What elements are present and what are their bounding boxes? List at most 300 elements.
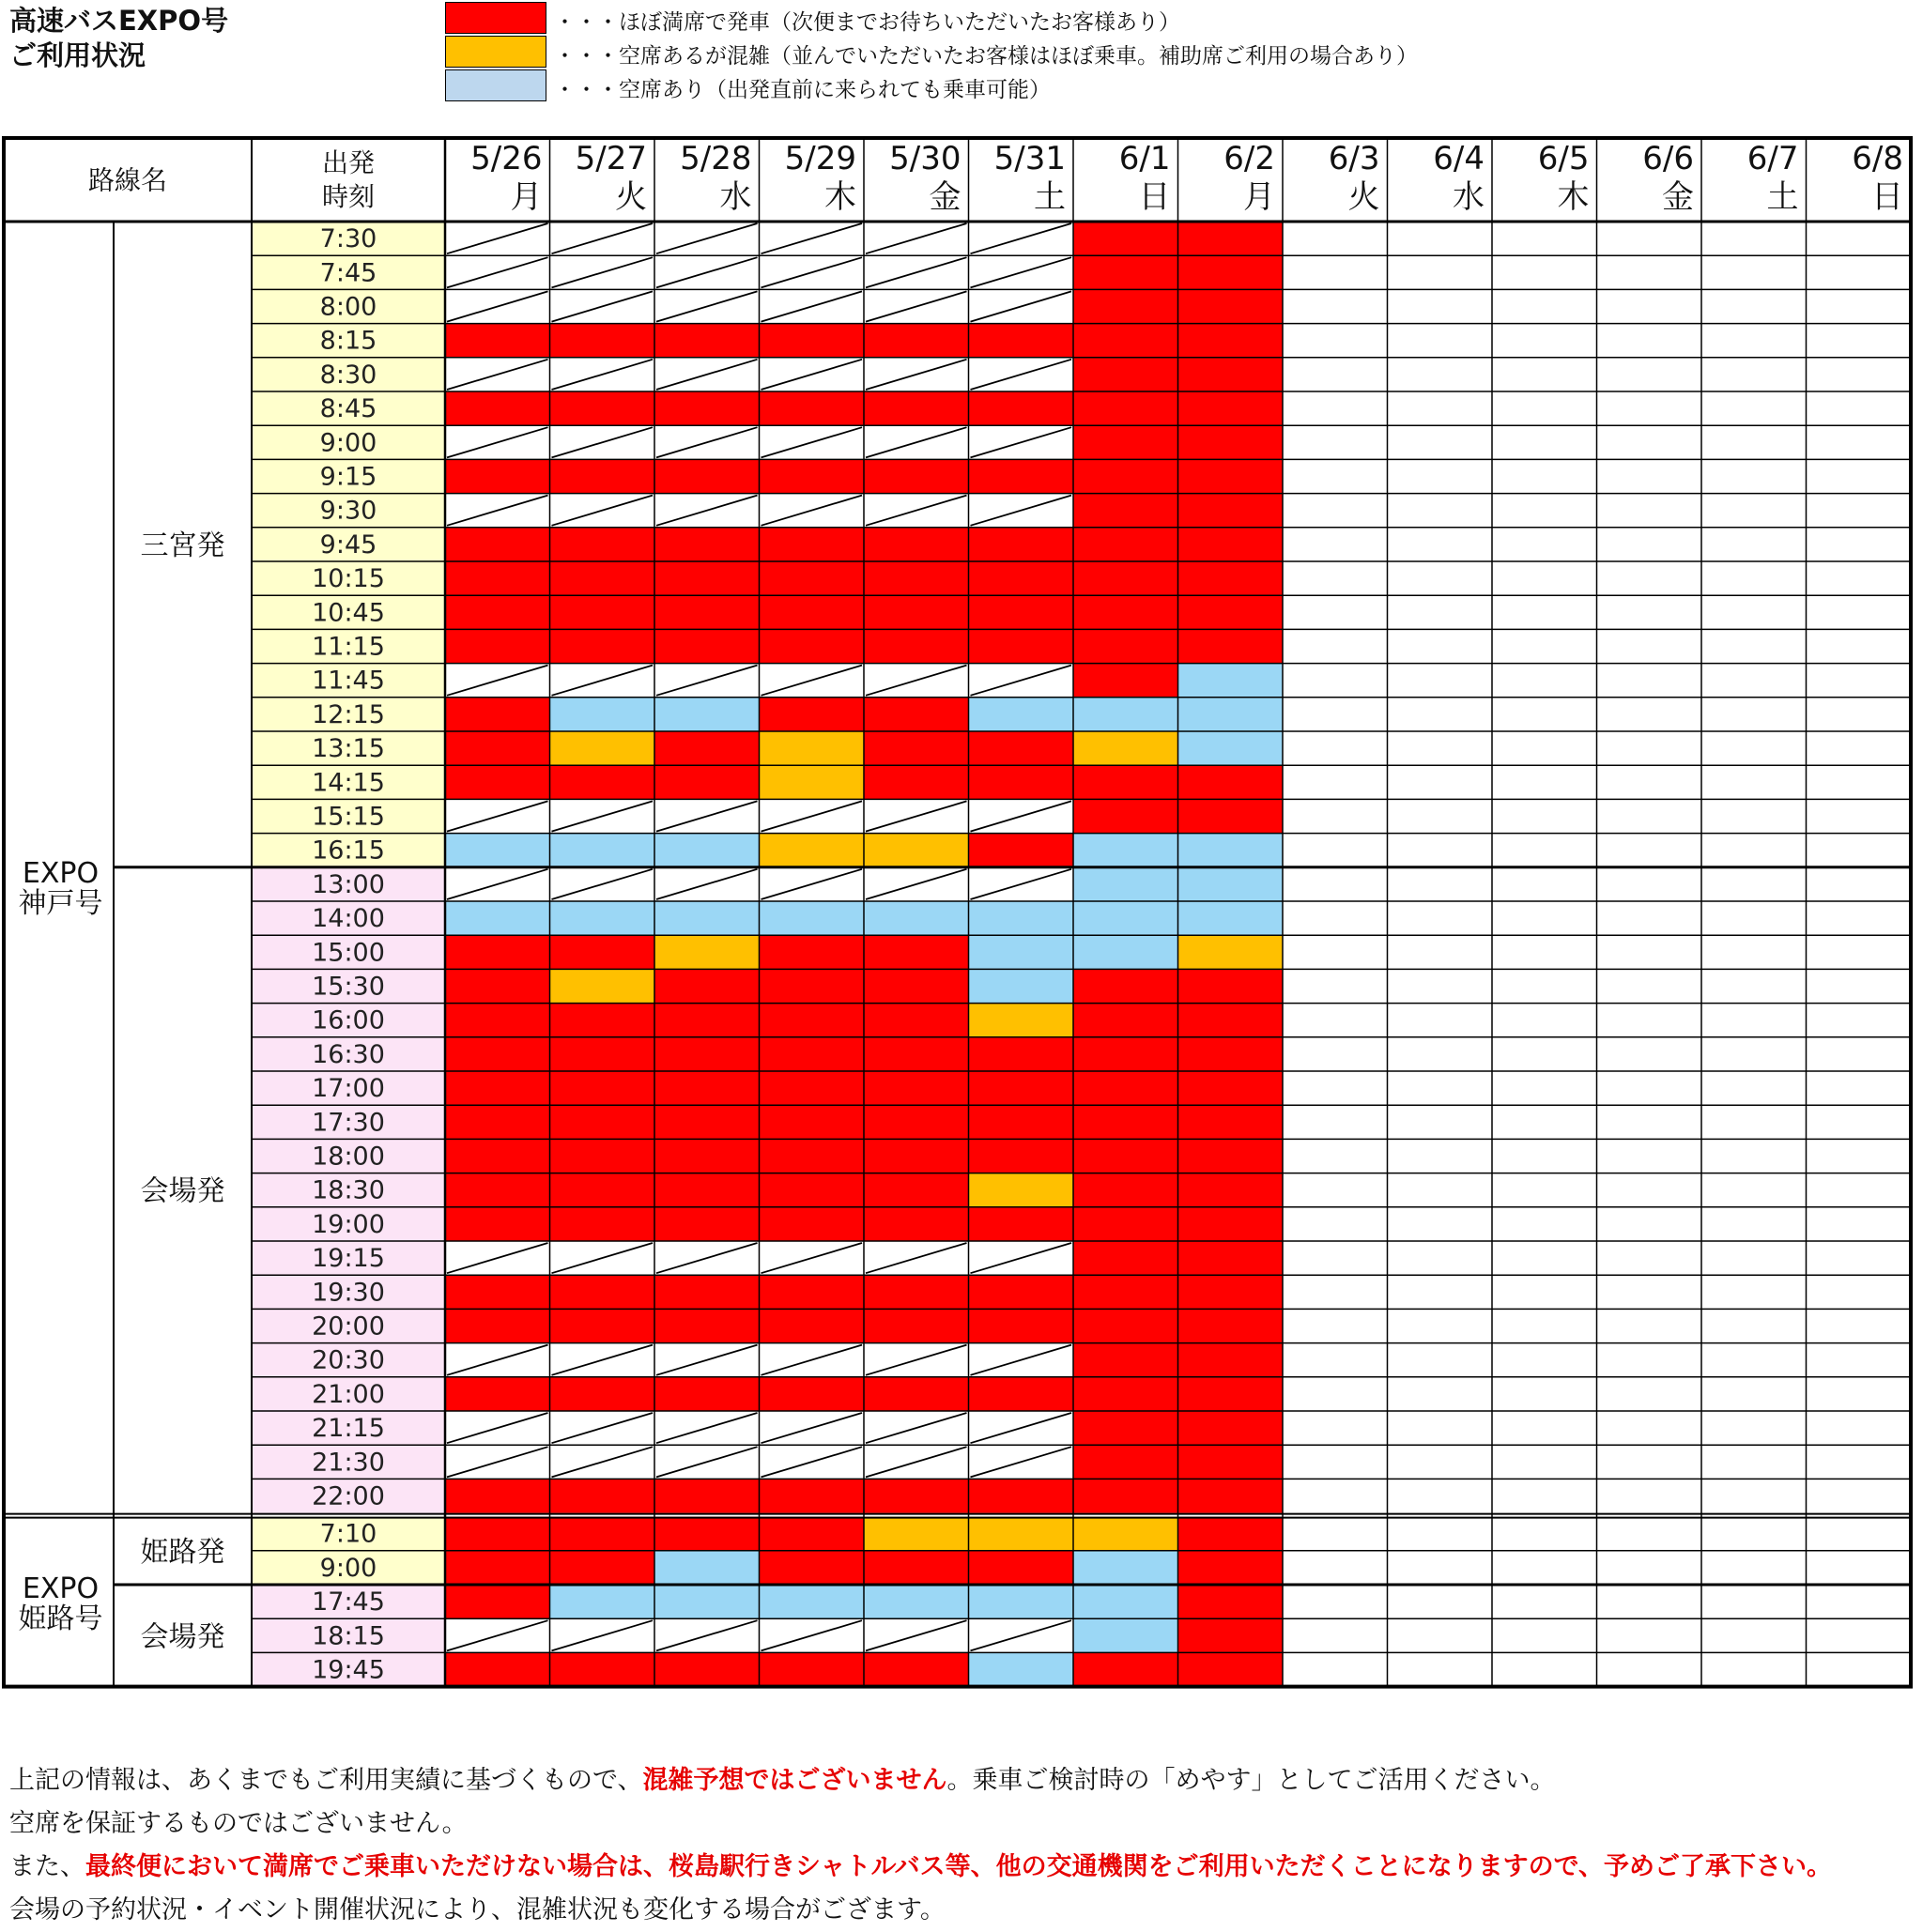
status-cell	[864, 901, 969, 935]
status-cell	[1073, 494, 1178, 528]
group-name: 会場発	[140, 1620, 225, 1654]
status-cell	[445, 1207, 550, 1241]
status-cell	[864, 595, 969, 629]
no-service-slash	[866, 257, 967, 287]
no-service-slash	[762, 801, 863, 831]
note-1b: 混雑予想ではございません	[642, 1766, 947, 1795]
weekday-label: 月	[510, 178, 543, 216]
no-service-slash	[447, 1413, 548, 1443]
time-label: 20:00	[312, 1311, 385, 1342]
status-cell	[864, 1551, 969, 1585]
status-cell	[1073, 324, 1178, 358]
no-service-slash	[447, 666, 548, 696]
no-service-slash	[552, 1345, 654, 1375]
time-label: 17:45	[312, 1587, 385, 1618]
status-cell	[550, 1517, 655, 1551]
status-cell	[760, 1479, 865, 1512]
status-cell	[445, 528, 550, 561]
no-service-slash	[971, 801, 1072, 831]
status-cell	[1073, 969, 1178, 1003]
note-1a: 上記の情報は、あくまでもご利用実績に基づくもので、	[9, 1766, 643, 1795]
no-service-slash	[762, 1620, 863, 1650]
status-cell	[760, 1517, 865, 1551]
no-service-slash	[552, 1243, 654, 1273]
weekday-label: 水	[1453, 178, 1485, 216]
no-service-slash	[971, 291, 1072, 321]
no-service-slash	[656, 1345, 758, 1375]
status-cell	[1178, 1071, 1284, 1105]
status-cell	[445, 1004, 550, 1037]
status-cell	[969, 629, 1074, 663]
status-cell	[1178, 901, 1284, 935]
status-cell	[654, 1207, 760, 1241]
status-cell	[864, 1071, 969, 1105]
no-service-slash	[552, 427, 654, 457]
no-service-slash	[552, 1620, 654, 1650]
no-service-slash	[656, 869, 758, 899]
no-service-slash	[866, 291, 967, 321]
no-service-slash	[656, 1243, 758, 1273]
status-cell	[1178, 731, 1284, 765]
status-cell	[1178, 494, 1284, 528]
no-service-slash	[656, 291, 758, 321]
note-3b: 最終便において満席でご乗車いただけない場合は、桜島駅行きシャトルバス等、他の交通機関をご利用いただくことになりますので、予めご了承下さい。	[85, 1852, 1833, 1881]
no-service-slash	[971, 1413, 1072, 1443]
time-label: 21:00	[312, 1379, 385, 1409]
status-cell	[1178, 1551, 1284, 1585]
status-cell	[1073, 528, 1178, 561]
time-label: 19:45	[312, 1655, 385, 1685]
status-cell	[1073, 1309, 1178, 1342]
status-cell	[654, 1517, 760, 1551]
time-label: 18:00	[312, 1142, 385, 1172]
status-cell	[445, 1309, 550, 1342]
status-cell	[550, 1173, 655, 1207]
status-cell	[1178, 834, 1284, 867]
status-cell	[864, 1652, 969, 1686]
no-service-slash	[866, 1447, 967, 1477]
date-label: 5/29	[784, 140, 856, 177]
status-cell	[864, 698, 969, 731]
status-cell	[445, 834, 550, 867]
time-label: 20:30	[312, 1345, 385, 1375]
status-cell	[1178, 867, 1284, 901]
status-cell	[654, 1139, 760, 1173]
status-cell	[1178, 358, 1284, 391]
time-label: 14:00	[312, 904, 385, 934]
date-label: 5/26	[470, 140, 543, 177]
status-cell	[864, 765, 969, 799]
time-label: 11:15	[312, 632, 385, 662]
status-cell	[1178, 1445, 1284, 1479]
status-cell	[864, 1037, 969, 1071]
no-service-slash	[447, 1620, 548, 1650]
status-cell	[1073, 1173, 1178, 1207]
status-cell	[1073, 935, 1178, 969]
no-service-slash	[762, 1345, 863, 1375]
no-service-slash	[656, 1447, 758, 1477]
status-cell	[1073, 1479, 1178, 1512]
status-cell	[1178, 255, 1284, 289]
status-cell	[1073, 459, 1178, 493]
status-cell	[969, 391, 1074, 425]
status-cell	[1178, 1411, 1284, 1445]
status-cell	[969, 834, 1074, 867]
status-cell	[550, 935, 655, 969]
status-cell	[550, 1585, 655, 1618]
note-line-4: 会場の予約状況・イベント開催状況により、混雑状況も変化する場合がござます。	[9, 1895, 946, 1924]
status-cell	[654, 1105, 760, 1139]
status-cell	[1178, 698, 1284, 731]
status-cell	[969, 1551, 1074, 1585]
date-label: 6/1	[1118, 140, 1171, 177]
status-cell	[864, 1585, 969, 1618]
status-cell	[760, 1309, 865, 1342]
time-label: 8:00	[319, 292, 377, 322]
status-cell	[969, 1173, 1074, 1207]
status-cell	[550, 698, 655, 731]
status-cell	[654, 1173, 760, 1207]
date-label: 5/30	[889, 140, 962, 177]
no-service-slash	[866, 801, 967, 831]
time-label: 9:30	[319, 496, 377, 526]
note-3a: また、	[9, 1852, 85, 1881]
status-cell	[654, 1551, 760, 1585]
status-cell	[969, 935, 1074, 969]
status-cell	[445, 1551, 550, 1585]
status-cell	[760, 698, 865, 731]
status-cell	[550, 1105, 655, 1139]
status-cell	[969, 1517, 1074, 1551]
time-label: 17:00	[312, 1074, 385, 1104]
no-service-slash	[552, 666, 654, 696]
no-service-slash	[447, 360, 548, 390]
time-label: 16:00	[312, 1005, 385, 1035]
no-service-slash	[552, 257, 654, 287]
time-label: 9:15	[319, 462, 377, 492]
no-service-slash	[552, 360, 654, 390]
time-label: 18:15	[312, 1621, 385, 1651]
date-label: 6/7	[1746, 140, 1799, 177]
time-label: 21:15	[312, 1414, 385, 1444]
status-cell	[760, 391, 865, 425]
no-service-slash	[866, 427, 967, 457]
status-cell	[864, 1309, 969, 1342]
status-cell	[550, 1139, 655, 1173]
status-cell	[1073, 664, 1178, 698]
date-label: 6/2	[1223, 140, 1275, 177]
status-cell	[654, 1071, 760, 1105]
no-service-slash	[552, 291, 654, 321]
status-cell	[969, 528, 1074, 561]
time-label: 18:30	[312, 1175, 385, 1205]
weekday-label: 木	[824, 178, 856, 216]
notes	[9, 1759, 1832, 1932]
status-cell	[760, 901, 865, 935]
status-cell	[1178, 1037, 1284, 1071]
status-cell	[654, 595, 760, 629]
status-cell	[1073, 1275, 1178, 1309]
no-service-slash	[866, 223, 967, 253]
weekday-label: 金	[929, 178, 962, 216]
route-name-2: 神戸号	[18, 886, 103, 920]
status-cell	[550, 731, 655, 765]
no-service-slash	[971, 666, 1072, 696]
time-label: 9:00	[319, 428, 377, 458]
status-cell	[550, 629, 655, 663]
status-cell	[1073, 561, 1178, 595]
no-service-slash	[447, 427, 548, 457]
status-cell	[969, 765, 1074, 799]
status-cell	[550, 595, 655, 629]
no-service-slash	[552, 801, 654, 831]
status-cell	[760, 528, 865, 561]
status-cell	[445, 629, 550, 663]
group-name: 会場発	[140, 1174, 225, 1208]
status-cell	[1178, 1139, 1284, 1173]
time-label: 16:30	[312, 1039, 385, 1069]
no-service-slash	[447, 801, 548, 831]
status-cell	[1178, 289, 1284, 323]
status-cell	[1073, 1037, 1178, 1071]
status-cell	[760, 765, 865, 799]
status-cell	[760, 1071, 865, 1105]
status-cell	[760, 834, 865, 867]
status-cell	[1178, 664, 1284, 698]
status-cell	[1178, 765, 1284, 799]
status-cell	[1073, 1411, 1178, 1445]
status-cell	[654, 1479, 760, 1512]
status-cell	[864, 731, 969, 765]
status-cell	[969, 1652, 1074, 1686]
status-cell	[445, 698, 550, 731]
status-cell	[445, 1652, 550, 1686]
time-label: 17:30	[312, 1108, 385, 1138]
status-cell	[760, 969, 865, 1003]
header-route: 路線名	[87, 164, 168, 196]
time-label: 12:15	[312, 699, 385, 729]
no-service-slash	[552, 1413, 654, 1443]
time-label: 22:00	[312, 1481, 385, 1511]
status-cell	[1073, 1105, 1178, 1139]
no-service-slash	[971, 1345, 1072, 1375]
status-cell	[445, 1479, 550, 1512]
status-cell	[445, 391, 550, 425]
no-service-slash	[656, 496, 758, 526]
no-service-slash	[762, 223, 863, 253]
status-cell	[654, 459, 760, 493]
time-label: 9:00	[319, 1553, 377, 1583]
status-cell	[760, 324, 865, 358]
weekday-label: 火	[615, 178, 647, 216]
status-cell	[969, 1139, 1074, 1173]
status-cell	[760, 629, 865, 663]
status-cell	[1178, 1241, 1284, 1275]
status-cell	[1073, 1343, 1178, 1377]
status-cell	[969, 698, 1074, 731]
status-cell	[864, 1207, 969, 1241]
no-service-slash	[971, 1243, 1072, 1273]
note-line-2: 空席を保証するものではございません。	[9, 1809, 468, 1838]
status-cell	[1073, 799, 1178, 833]
no-service-slash	[971, 360, 1072, 390]
title-line-1: 高速バスEXPO号	[9, 5, 229, 37]
date-label: 5/27	[575, 140, 647, 177]
status-cell	[760, 1207, 865, 1241]
time-label: 15:30	[312, 972, 385, 1002]
no-service-slash	[656, 666, 758, 696]
status-cell	[1178, 1275, 1284, 1309]
status-cell	[654, 324, 760, 358]
status-cell	[760, 1275, 865, 1309]
time-label: 8:15	[319, 326, 377, 356]
status-cell	[1178, 1105, 1284, 1139]
no-service-slash	[971, 496, 1072, 526]
no-service-slash	[762, 360, 863, 390]
note-1c: 。乗車ご検討時の「めやす」としてご活用ください。	[946, 1766, 1556, 1795]
status-cell	[760, 1037, 865, 1071]
status-cell	[1073, 1585, 1178, 1618]
time-label: 19:30	[312, 1278, 385, 1308]
status-cell	[445, 969, 550, 1003]
status-cell	[654, 1585, 760, 1618]
status-cell	[654, 969, 760, 1003]
status-cell	[445, 1585, 550, 1618]
status-cell	[760, 1551, 865, 1585]
status-cell	[550, 1071, 655, 1105]
status-cell	[1073, 1071, 1178, 1105]
date-label: 5/31	[993, 140, 1066, 177]
status-cell	[969, 561, 1074, 595]
status-cell	[864, 629, 969, 663]
status-cell	[1073, 1377, 1178, 1411]
legend-text-full: ・・・ほぼ満席で発車（次便までお待ちいただいたお客様あり）	[554, 10, 1180, 35]
status-cell	[550, 459, 655, 493]
status-cell	[1073, 1445, 1178, 1479]
status-cell	[1178, 799, 1284, 833]
status-cell	[760, 935, 865, 969]
status-cell	[969, 1037, 1074, 1071]
time-label: 10:45	[312, 598, 385, 628]
status-cell	[445, 1037, 550, 1071]
no-service-slash	[866, 869, 967, 899]
weekday-label: 日	[1871, 178, 1903, 216]
status-cell	[864, 1004, 969, 1037]
status-cell	[969, 1105, 1074, 1139]
status-cell	[1178, 1004, 1284, 1037]
status-cell	[864, 834, 969, 867]
status-cell	[864, 1377, 969, 1411]
status-cell	[654, 1037, 760, 1071]
status-cell	[445, 1377, 550, 1411]
status-cell	[445, 459, 550, 493]
status-cell	[969, 595, 1074, 629]
status-cell	[445, 595, 550, 629]
status-cell	[654, 1652, 760, 1686]
status-cell	[550, 834, 655, 867]
time-label: 8:30	[319, 360, 377, 390]
time-label: 7:30	[319, 224, 377, 254]
status-cell	[1073, 1618, 1178, 1652]
weekday-label: 金	[1662, 178, 1694, 216]
no-service-slash	[447, 496, 548, 526]
status-cell	[864, 1105, 969, 1139]
no-service-slash	[762, 1447, 863, 1477]
status-cell	[654, 731, 760, 765]
no-service-slash	[762, 257, 863, 287]
status-cell	[1073, 595, 1178, 629]
status-cell	[1073, 255, 1178, 289]
status-cell	[1073, 289, 1178, 323]
status-cell	[1178, 1652, 1284, 1686]
time-label: 9:45	[319, 529, 377, 560]
no-service-slash	[447, 869, 548, 899]
status-cell	[550, 528, 655, 561]
no-service-slash	[866, 360, 967, 390]
route-name-1: EXPO	[22, 856, 100, 890]
status-cell	[969, 459, 1074, 493]
status-cell	[864, 528, 969, 561]
status-cell	[969, 1207, 1074, 1241]
weekday-label: 土	[1766, 178, 1799, 216]
status-cell	[969, 324, 1074, 358]
status-cell	[654, 901, 760, 935]
no-service-slash	[971, 427, 1072, 457]
status-cell	[1073, 1241, 1178, 1275]
status-cell	[1073, 391, 1178, 425]
status-cell	[1178, 969, 1284, 1003]
status-cell	[445, 1275, 550, 1309]
note-line-1	[9, 1759, 1832, 1802]
status-cell	[1178, 1343, 1284, 1377]
status-cell	[760, 731, 865, 765]
time-label: 13:15	[312, 734, 385, 764]
status-cell	[445, 1105, 550, 1139]
weekday-label: 土	[1034, 178, 1066, 216]
date-label: 6/3	[1328, 140, 1380, 177]
status-cell	[1073, 765, 1178, 799]
status-cell	[550, 765, 655, 799]
status-cell	[1178, 459, 1284, 493]
status-cell	[969, 969, 1074, 1003]
date-label: 6/8	[1852, 140, 1903, 177]
status-cell	[969, 1275, 1074, 1309]
no-service-slash	[447, 291, 548, 321]
status-cell	[445, 731, 550, 765]
weekday-label: 水	[719, 178, 752, 216]
status-cell	[1178, 1377, 1284, 1411]
weekday-label: 日	[1138, 178, 1171, 216]
status-cell	[969, 1004, 1074, 1037]
status-cell	[1073, 1207, 1178, 1241]
status-cell	[1178, 528, 1284, 561]
no-service-slash	[447, 1345, 548, 1375]
status-cell	[1178, 1207, 1284, 1241]
status-cell	[654, 1377, 760, 1411]
status-cell	[1178, 1517, 1284, 1551]
no-service-slash	[866, 1243, 967, 1273]
status-cell	[1073, 1139, 1178, 1173]
status-cell	[760, 1139, 865, 1173]
status-cell	[550, 1479, 655, 1512]
no-service-slash	[866, 496, 967, 526]
weekday-label: 火	[1347, 178, 1380, 216]
status-cell	[1073, 1652, 1178, 1686]
time-label: 7:45	[319, 258, 377, 288]
status-cell	[550, 324, 655, 358]
no-service-slash	[656, 360, 758, 390]
status-cell	[550, 1037, 655, 1071]
